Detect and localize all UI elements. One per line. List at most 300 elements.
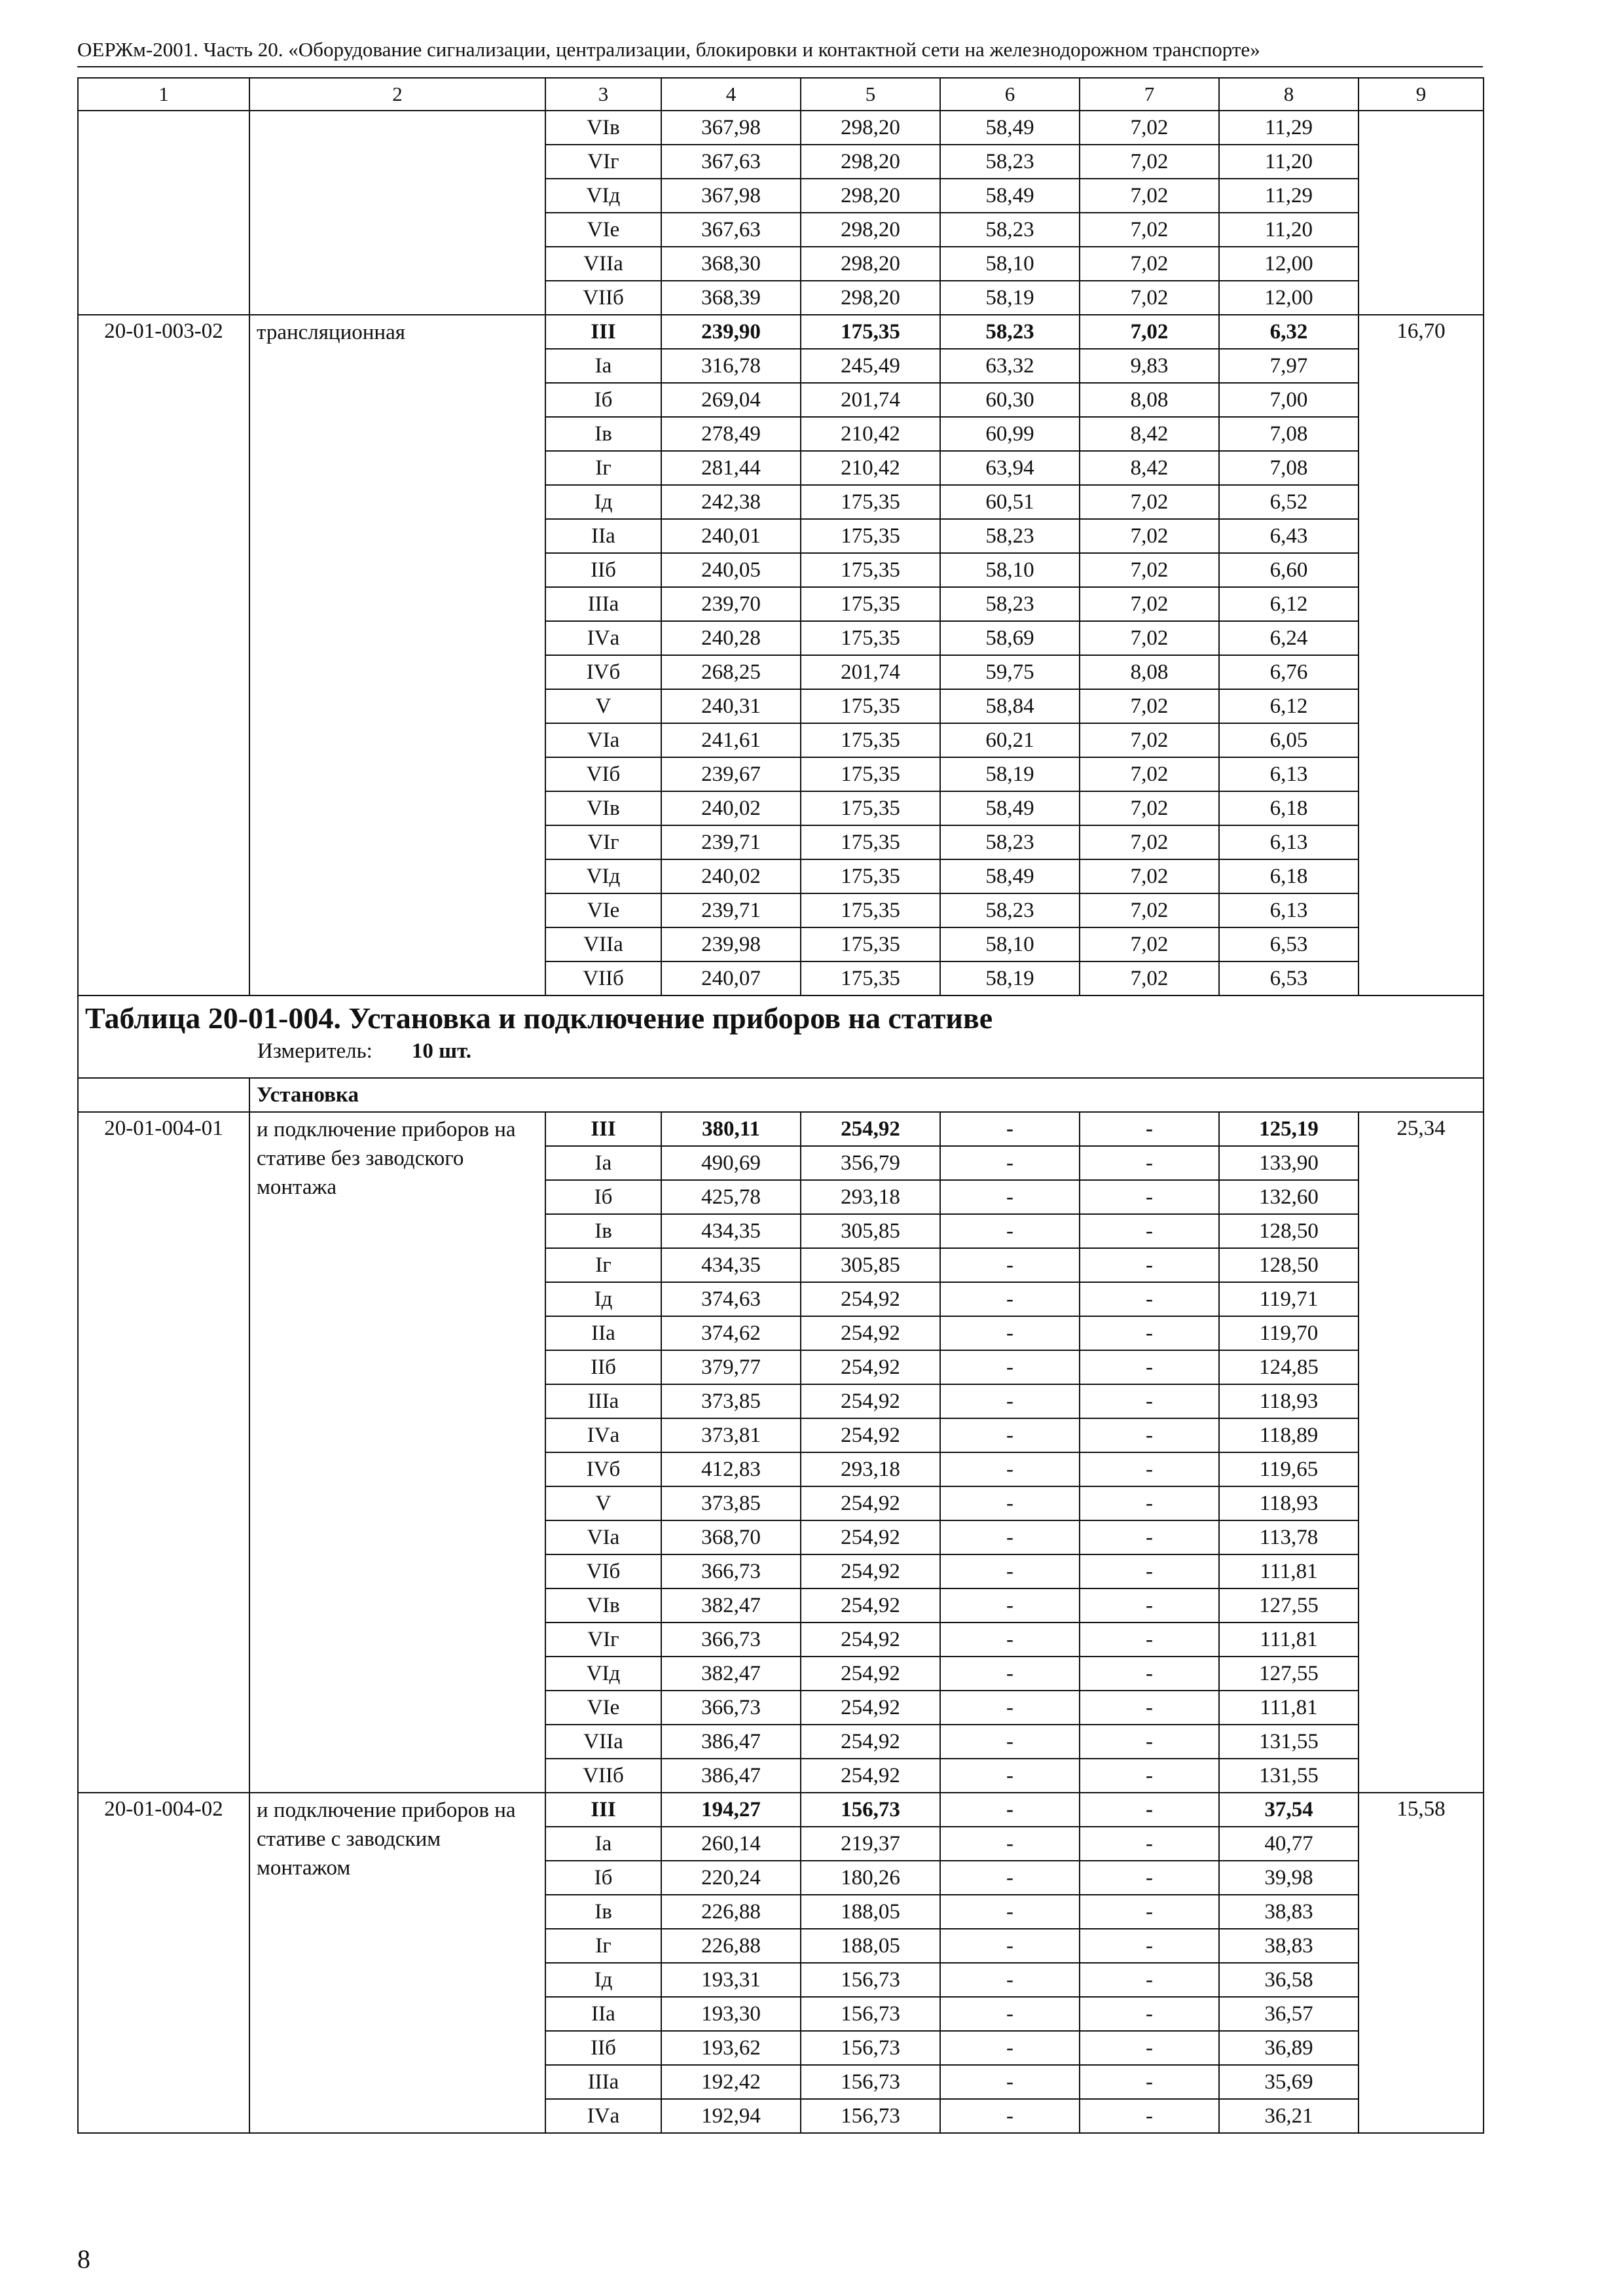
- value-cell: 7,02: [1080, 315, 1219, 349]
- value-cell: 36,57: [1219, 1997, 1359, 2031]
- column-number-row: [78, 78, 1484, 111]
- column-number: 5: [801, 78, 940, 111]
- meter-value: 10 шт.: [411, 1039, 471, 1063]
- value-cell: 254,92: [801, 1657, 940, 1691]
- value-cell: 298,20: [801, 111, 940, 145]
- value-cell: 58,23: [940, 893, 1080, 927]
- value-cell: 175,35: [801, 961, 940, 996]
- value-cell: 11,20: [1219, 145, 1359, 179]
- value-cell: 7,02: [1080, 859, 1219, 893]
- value-cell: 156,73: [801, 2099, 940, 2133]
- zone-cell: IVа: [545, 621, 661, 655]
- value-cell: 58,23: [940, 213, 1080, 247]
- column-number: 1: [78, 78, 249, 111]
- value-cell: 434,35: [661, 1214, 801, 1248]
- value-cell: -: [1080, 1895, 1219, 1929]
- value-cell: -: [1080, 1588, 1219, 1623]
- zone-cell: VIг: [545, 825, 661, 859]
- value-cell: 119,71: [1219, 1282, 1359, 1316]
- value-cell: 6,18: [1219, 859, 1359, 893]
- zone-cell: IIа: [545, 519, 661, 553]
- value-cell: 7,02: [1080, 145, 1219, 179]
- value-cell: 412,83: [661, 1452, 801, 1486]
- value-cell: 7,02: [1080, 111, 1219, 145]
- value-cell: 254,92: [801, 1759, 940, 1793]
- zone-cell: VIе: [545, 1691, 661, 1725]
- value-cell: 219,37: [801, 1827, 940, 1861]
- value-cell: -: [1080, 1929, 1219, 1963]
- rate-name: трансляционная: [249, 315, 545, 996]
- value-cell: -: [940, 1350, 1080, 1384]
- value-cell: 7,02: [1080, 179, 1219, 213]
- value-cell: 298,20: [801, 213, 940, 247]
- value-cell: 36,58: [1219, 1963, 1359, 1997]
- value-cell: 175,35: [801, 859, 940, 893]
- value-cell: 242,38: [661, 485, 801, 519]
- value-cell: 38,83: [1219, 1895, 1359, 1929]
- zone-cell: Iа: [545, 1827, 661, 1861]
- value-cell: 58,10: [940, 553, 1080, 587]
- value-cell: 260,14: [661, 1827, 801, 1861]
- zone-cell: Iа: [545, 349, 661, 383]
- value-cell: -: [940, 1112, 1080, 1146]
- value-cell: 175,35: [801, 553, 940, 587]
- zone-cell: VIIа: [545, 1725, 661, 1759]
- value-cell: 125,19: [1219, 1112, 1359, 1146]
- zone-cell: VIа: [545, 723, 661, 757]
- value-cell: 12,00: [1219, 247, 1359, 281]
- value-cell: 239,70: [661, 587, 801, 621]
- zone-cell: IIб: [545, 2031, 661, 2065]
- value-cell: 254,92: [801, 1588, 940, 1623]
- value-cell: -: [940, 1929, 1080, 1963]
- zone-cell: IVб: [545, 1452, 661, 1486]
- value-cell: 210,42: [801, 417, 940, 451]
- value-cell: 132,60: [1219, 1180, 1359, 1214]
- value-cell: 254,92: [801, 1725, 940, 1759]
- value-cell: -: [1080, 1282, 1219, 1316]
- value-cell: -: [940, 1725, 1080, 1759]
- rate-code: 20-01-003-02: [78, 315, 249, 996]
- value-cell: -: [940, 1793, 1080, 1827]
- value-cell: 7,02: [1080, 757, 1219, 791]
- value-cell: 7,02: [1080, 689, 1219, 723]
- value-cell: 175,35: [801, 927, 940, 961]
- zone-cell: IIб: [545, 1350, 661, 1384]
- zone-cell: Iг: [545, 1248, 661, 1282]
- value-cell: 7,02: [1080, 587, 1219, 621]
- value-cell: 58,49: [940, 859, 1080, 893]
- rate-extra-value: 25,34: [1359, 1112, 1484, 1793]
- value-cell: 180,26: [801, 1861, 940, 1895]
- value-cell: 7,02: [1080, 519, 1219, 553]
- value-cell: 193,31: [661, 1963, 801, 1997]
- value-cell: -: [1080, 1623, 1219, 1657]
- value-cell: 382,47: [661, 1657, 801, 1691]
- value-cell: 6,18: [1219, 791, 1359, 825]
- value-cell: 58,23: [940, 519, 1080, 553]
- value-cell: 368,30: [661, 247, 801, 281]
- value-cell: 240,02: [661, 859, 801, 893]
- value-cell: 8,08: [1080, 655, 1219, 689]
- value-cell: 366,73: [661, 1554, 801, 1588]
- value-cell: 128,50: [1219, 1214, 1359, 1248]
- value-cell: -: [1080, 1350, 1219, 1384]
- zone-cell: Iг: [545, 451, 661, 485]
- table-row: [78, 315, 1484, 349]
- value-cell: 201,74: [801, 655, 940, 689]
- value-cell: 58,10: [940, 927, 1080, 961]
- value-cell: -: [1080, 1486, 1219, 1520]
- value-cell: 356,79: [801, 1146, 940, 1180]
- value-cell: 175,35: [801, 587, 940, 621]
- value-cell: -: [1080, 1793, 1219, 1827]
- value-cell: 175,35: [801, 689, 940, 723]
- zone-cell: IIIа: [545, 587, 661, 621]
- value-cell: 7,02: [1080, 485, 1219, 519]
- zone-cell: VIд: [545, 1657, 661, 1691]
- rate-name: [249, 111, 545, 315]
- value-cell: 254,92: [801, 1316, 940, 1350]
- value-cell: -: [1080, 1554, 1219, 1588]
- value-cell: 11,20: [1219, 213, 1359, 247]
- value-cell: 7,97: [1219, 349, 1359, 383]
- zone-cell: VIа: [545, 1520, 661, 1554]
- value-cell: -: [1080, 1214, 1219, 1248]
- value-cell: 60,51: [940, 485, 1080, 519]
- value-cell: 6,43: [1219, 519, 1359, 553]
- table-title: Таблица 20-01-004. Установка и подключение приборов на стативе: [85, 1001, 993, 1035]
- value-cell: 175,35: [801, 315, 940, 349]
- value-cell: -: [940, 1861, 1080, 1895]
- value-cell: 226,88: [661, 1895, 801, 1929]
- value-cell: -: [1080, 1112, 1219, 1146]
- value-cell: 7,02: [1080, 281, 1219, 315]
- value-cell: 239,90: [661, 315, 801, 349]
- zone-cell: VIIа: [545, 927, 661, 961]
- zone-cell: VIIб: [545, 281, 661, 315]
- value-cell: -: [1080, 1316, 1219, 1350]
- value-cell: 7,02: [1080, 621, 1219, 655]
- zone-cell: IVа: [545, 2099, 661, 2133]
- value-cell: -: [1080, 1384, 1219, 1418]
- value-cell: 368,70: [661, 1520, 801, 1554]
- value-cell: 305,85: [801, 1248, 940, 1282]
- value-cell: 6,52: [1219, 485, 1359, 519]
- value-cell: -: [1080, 1963, 1219, 1997]
- zone-cell: IIа: [545, 1997, 661, 2031]
- zone-cell: III: [545, 1793, 661, 1827]
- value-cell: 269,04: [661, 383, 801, 417]
- value-cell: 58,49: [940, 111, 1080, 145]
- meter-line: [85, 1037, 1478, 1066]
- value-cell: 60,21: [940, 723, 1080, 757]
- value-cell: 6,05: [1219, 723, 1359, 757]
- zone-cell: Iд: [545, 1282, 661, 1316]
- value-cell: 7,02: [1080, 791, 1219, 825]
- value-cell: 118,93: [1219, 1486, 1359, 1520]
- value-cell: -: [1080, 1520, 1219, 1554]
- value-cell: 111,81: [1219, 1623, 1359, 1657]
- value-cell: 156,73: [801, 1793, 940, 1827]
- value-cell: 118,89: [1219, 1418, 1359, 1452]
- value-cell: 366,73: [661, 1691, 801, 1725]
- value-cell: 40,77: [1219, 1827, 1359, 1861]
- zone-cell: III: [545, 1112, 661, 1146]
- value-cell: 175,35: [801, 893, 940, 927]
- value-cell: -: [940, 1588, 1080, 1623]
- value-cell: -: [940, 1418, 1080, 1452]
- value-cell: 60,99: [940, 417, 1080, 451]
- zone-cell: VIд: [545, 179, 661, 213]
- value-cell: 368,39: [661, 281, 801, 315]
- value-cell: -: [940, 1895, 1080, 1929]
- value-cell: 36,89: [1219, 2031, 1359, 2065]
- value-cell: 8,42: [1080, 417, 1219, 451]
- value-cell: 193,62: [661, 2031, 801, 2065]
- value-cell: 58,19: [940, 757, 1080, 791]
- value-cell: 35,69: [1219, 2065, 1359, 2099]
- value-cell: 6,53: [1219, 927, 1359, 961]
- value-cell: 58,19: [940, 281, 1080, 315]
- value-cell: 156,73: [801, 2031, 940, 2065]
- value-cell: 11,29: [1219, 179, 1359, 213]
- zone-cell: VIIб: [545, 961, 661, 996]
- value-cell: 113,78: [1219, 1520, 1359, 1554]
- value-cell: 8,42: [1080, 451, 1219, 485]
- value-cell: 131,55: [1219, 1725, 1359, 1759]
- zone-cell: IIIа: [545, 1384, 661, 1418]
- rate-extra-value: 16,70: [1359, 315, 1484, 996]
- value-cell: 58,69: [940, 621, 1080, 655]
- value-cell: 156,73: [801, 1963, 940, 1997]
- value-cell: -: [1080, 1861, 1219, 1895]
- value-cell: 9,83: [1080, 349, 1219, 383]
- value-cell: 6,24: [1219, 621, 1359, 655]
- rates-table: [77, 77, 1484, 2134]
- value-cell: 192,42: [661, 2065, 801, 2099]
- column-number: 8: [1219, 78, 1359, 111]
- value-cell: -: [940, 1316, 1080, 1350]
- column-number: 3: [545, 78, 661, 111]
- rate-code: 20-01-004-02: [78, 1793, 249, 2133]
- value-cell: -: [940, 1214, 1080, 1248]
- value-cell: -: [940, 1691, 1080, 1725]
- value-cell: 7,02: [1080, 961, 1219, 996]
- value-cell: 268,25: [661, 655, 801, 689]
- value-cell: 111,81: [1219, 1554, 1359, 1588]
- zone-cell: Iб: [545, 1861, 661, 1895]
- value-cell: 6,53: [1219, 961, 1359, 996]
- value-cell: 367,98: [661, 179, 801, 213]
- value-cell: 434,35: [661, 1248, 801, 1282]
- value-cell: -: [940, 1384, 1080, 1418]
- value-cell: 241,61: [661, 723, 801, 757]
- value-cell: 7,02: [1080, 723, 1219, 757]
- value-cell: 111,81: [1219, 1691, 1359, 1725]
- value-cell: 156,73: [801, 1997, 940, 2031]
- value-cell: 6,13: [1219, 825, 1359, 859]
- value-cell: 175,35: [801, 791, 940, 825]
- zone-cell: VIв: [545, 111, 661, 145]
- zone-cell: VIб: [545, 1554, 661, 1588]
- value-cell: 38,83: [1219, 1929, 1359, 1963]
- value-cell: 239,67: [661, 757, 801, 791]
- value-cell: 386,47: [661, 1725, 801, 1759]
- value-cell: -: [1080, 1418, 1219, 1452]
- value-cell: -: [940, 1282, 1080, 1316]
- value-cell: 175,35: [801, 757, 940, 791]
- zone-cell: III: [545, 315, 661, 349]
- value-cell: -: [940, 1520, 1080, 1554]
- value-cell: 124,85: [1219, 1350, 1359, 1384]
- value-cell: -: [1080, 1725, 1219, 1759]
- zone-cell: VIе: [545, 213, 661, 247]
- value-cell: 6,60: [1219, 553, 1359, 587]
- value-cell: -: [940, 2031, 1080, 2065]
- value-cell: 240,31: [661, 689, 801, 723]
- zone-cell: V: [545, 689, 661, 723]
- value-cell: 63,94: [940, 451, 1080, 485]
- value-cell: 37,54: [1219, 1793, 1359, 1827]
- value-cell: -: [1080, 2031, 1219, 2065]
- zone-cell: VIг: [545, 1623, 661, 1657]
- zone-cell: VIб: [545, 757, 661, 791]
- table-row: [78, 1112, 1484, 1146]
- column-number: 9: [1359, 78, 1484, 111]
- value-cell: 374,63: [661, 1282, 801, 1316]
- value-cell: 366,73: [661, 1623, 801, 1657]
- subheading-row: [78, 1078, 1484, 1112]
- value-cell: 7,08: [1219, 417, 1359, 451]
- rate-name: и подключение приборов на стативе без заводского монтажа: [249, 1112, 545, 1793]
- value-cell: 386,47: [661, 1759, 801, 1793]
- zone-cell: IVа: [545, 1418, 661, 1452]
- value-cell: 254,92: [801, 1486, 940, 1520]
- value-cell: 490,69: [661, 1146, 801, 1180]
- value-cell: 39,98: [1219, 1861, 1359, 1895]
- value-cell: 254,92: [801, 1554, 940, 1588]
- zone-cell: IVб: [545, 655, 661, 689]
- value-cell: 254,92: [801, 1520, 940, 1554]
- value-cell: 58,49: [940, 179, 1080, 213]
- value-cell: 58,19: [940, 961, 1080, 996]
- value-cell: -: [1080, 1180, 1219, 1214]
- value-cell: 175,35: [801, 825, 940, 859]
- value-cell: 58,10: [940, 247, 1080, 281]
- running-header: ОЕРЖм-2001. Часть 20. «Оборудование сигнализации, централизации, блокировки и контактной сети на железнодорожном транспорте»: [77, 38, 1260, 61]
- value-cell: 380,11: [661, 1112, 801, 1146]
- value-cell: -: [940, 1997, 1080, 2031]
- zone-cell: V: [545, 1486, 661, 1520]
- value-cell: 210,42: [801, 451, 940, 485]
- value-cell: 425,78: [661, 1180, 801, 1214]
- value-cell: 7,02: [1080, 927, 1219, 961]
- value-cell: -: [940, 1486, 1080, 1520]
- value-cell: -: [940, 1827, 1080, 1861]
- value-cell: -: [1080, 1759, 1219, 1793]
- value-cell: -: [940, 1452, 1080, 1486]
- value-cell: 239,98: [661, 927, 801, 961]
- zone-cell: Iв: [545, 1895, 661, 1929]
- value-cell: 128,50: [1219, 1248, 1359, 1282]
- zone-cell: IIIа: [545, 2065, 661, 2099]
- value-cell: 6,32: [1219, 315, 1359, 349]
- value-cell: -: [940, 1623, 1080, 1657]
- value-cell: 118,93: [1219, 1384, 1359, 1418]
- value-cell: 12,00: [1219, 281, 1359, 315]
- zone-cell: Iд: [545, 1963, 661, 1997]
- value-cell: 58,23: [940, 315, 1080, 349]
- value-cell: 367,98: [661, 111, 801, 145]
- value-cell: -: [940, 1180, 1080, 1214]
- value-cell: 7,02: [1080, 213, 1219, 247]
- zone-cell: Iд: [545, 485, 661, 519]
- value-cell: 7,08: [1219, 451, 1359, 485]
- value-cell: 133,90: [1219, 1146, 1359, 1180]
- empty-cell: [78, 1078, 249, 1112]
- value-cell: 293,18: [801, 1452, 940, 1486]
- meter-label: Измеритель:: [257, 1039, 373, 1063]
- rate-extra-value: [1359, 111, 1484, 315]
- value-cell: 254,92: [801, 1282, 940, 1316]
- column-number: 7: [1080, 78, 1219, 111]
- zone-cell: Iб: [545, 1180, 661, 1214]
- value-cell: -: [940, 2065, 1080, 2099]
- value-cell: 156,73: [801, 2065, 940, 2099]
- subheading: Установка: [249, 1078, 1484, 1112]
- value-cell: 119,65: [1219, 1452, 1359, 1486]
- page-number: 8: [77, 2244, 90, 2274]
- zone-cell: VIд: [545, 859, 661, 893]
- value-cell: -: [1080, 1146, 1219, 1180]
- value-cell: 63,32: [940, 349, 1080, 383]
- value-cell: 254,92: [801, 1623, 940, 1657]
- value-cell: 298,20: [801, 179, 940, 213]
- header-rule: [77, 66, 1483, 67]
- value-cell: -: [940, 1146, 1080, 1180]
- value-cell: 175,35: [801, 485, 940, 519]
- value-cell: 188,05: [801, 1929, 940, 1963]
- value-cell: -: [940, 1657, 1080, 1691]
- value-cell: 373,85: [661, 1486, 801, 1520]
- value-cell: 7,00: [1219, 383, 1359, 417]
- value-cell: 8,08: [1080, 383, 1219, 417]
- value-cell: 254,92: [801, 1691, 940, 1725]
- value-cell: -: [1080, 2099, 1219, 2133]
- value-cell: 6,13: [1219, 893, 1359, 927]
- zone-cell: Iв: [545, 417, 661, 451]
- value-cell: 60,30: [940, 383, 1080, 417]
- value-cell: 373,81: [661, 1418, 801, 1452]
- value-cell: 6,12: [1219, 689, 1359, 723]
- value-cell: 193,30: [661, 1997, 801, 2031]
- value-cell: -: [1080, 1452, 1219, 1486]
- value-cell: -: [1080, 1657, 1219, 1691]
- value-cell: 239,71: [661, 893, 801, 927]
- zone-cell: Iб: [545, 383, 661, 417]
- value-cell: 374,62: [661, 1316, 801, 1350]
- value-cell: -: [940, 1554, 1080, 1588]
- value-cell: 254,92: [801, 1112, 940, 1146]
- value-cell: 373,85: [661, 1384, 801, 1418]
- value-cell: 7,02: [1080, 893, 1219, 927]
- value-cell: 239,71: [661, 825, 801, 859]
- value-cell: -: [1080, 1691, 1219, 1725]
- zone-cell: VIг: [545, 145, 661, 179]
- zone-cell: VIIб: [545, 1759, 661, 1793]
- value-cell: 36,21: [1219, 2099, 1359, 2133]
